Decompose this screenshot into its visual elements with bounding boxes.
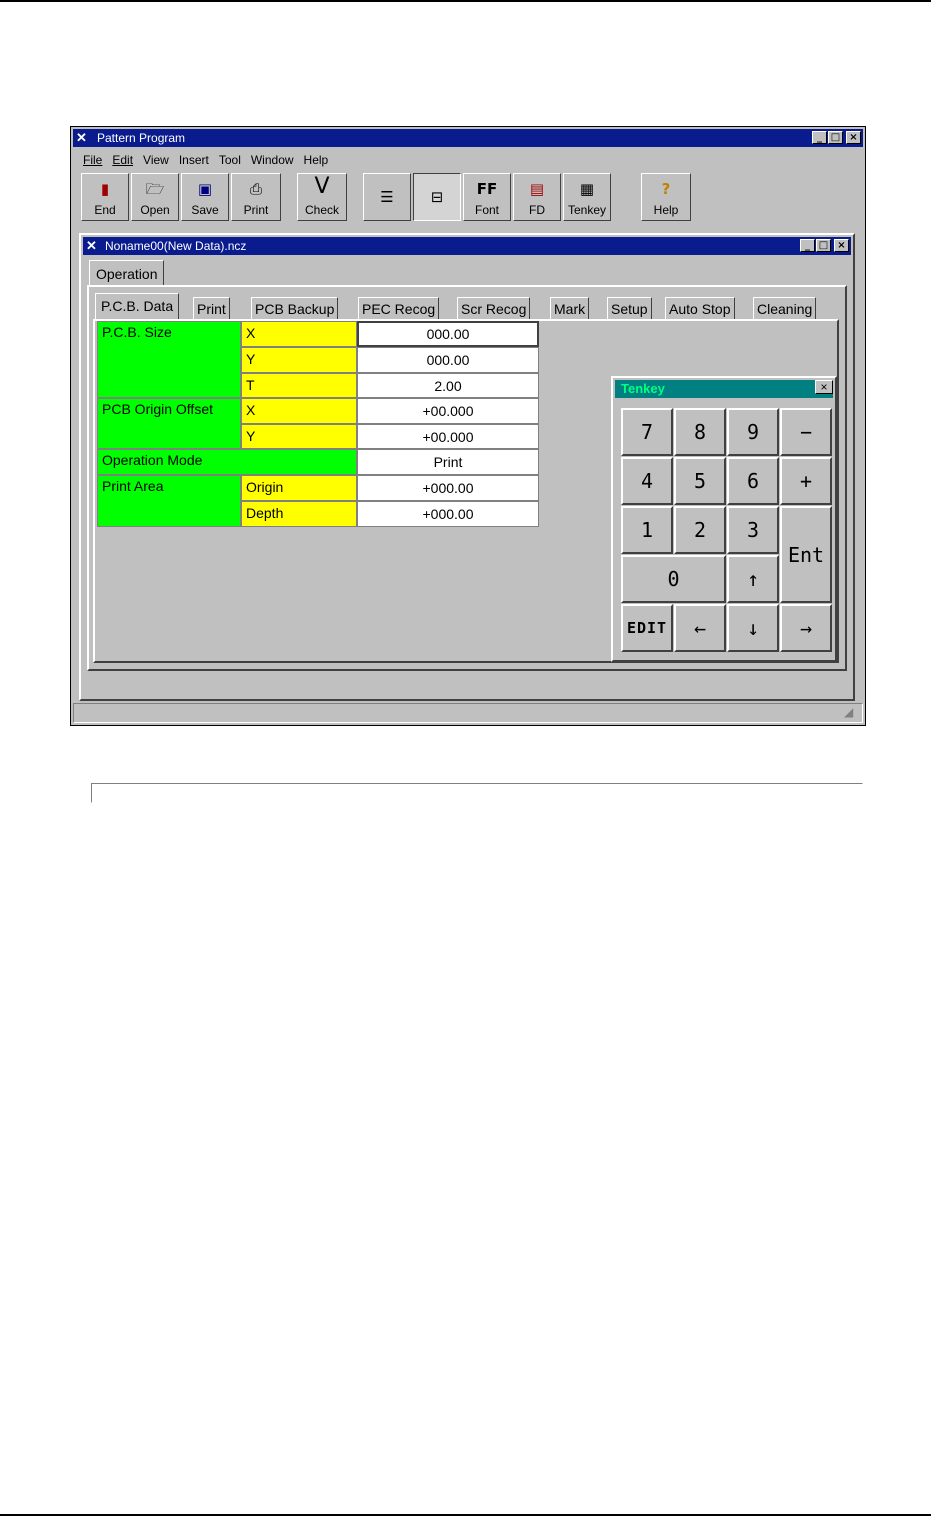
tab-auto-stop[interactable]: Auto Stop xyxy=(665,297,735,319)
label-print-area: Print Area xyxy=(97,475,241,527)
label-offset-y: Y xyxy=(241,424,357,449)
value-area-depth[interactable]: +000.00 xyxy=(357,501,539,527)
floppy-disk-icon: ▣ xyxy=(197,180,213,198)
key-left-arrow[interactable] xyxy=(674,604,726,652)
label-pcb-size: P.C.B. Size xyxy=(97,321,241,398)
document-status-bar xyxy=(91,783,863,803)
label-operation-mode: Operation Mode xyxy=(97,449,357,475)
tenkey-popup xyxy=(611,376,837,662)
help-button[interactable]: ? Help xyxy=(641,173,691,221)
main-status-bar xyxy=(73,703,863,723)
tree-view-button[interactable] xyxy=(363,173,411,221)
tab-cleaning[interactable]: Cleaning xyxy=(753,297,816,319)
key-right-arrow[interactable] xyxy=(780,604,832,652)
document-title-bar[interactable] xyxy=(83,237,851,255)
menu-file[interactable]: File xyxy=(83,153,103,167)
value-size-x[interactable]: 000.00 xyxy=(357,321,539,347)
tab-view-button[interactable] xyxy=(413,173,461,221)
label-size-x: X xyxy=(241,321,357,347)
print-button[interactable]: ⎙ Print xyxy=(231,173,281,221)
key-down-arrow[interactable] xyxy=(727,604,779,652)
main-window-title: Pattern Program xyxy=(97,131,186,145)
key-5[interactable]: 5 xyxy=(674,457,726,505)
menu-window[interactable]: Window xyxy=(250,153,294,167)
key-minus[interactable]: − xyxy=(780,408,832,456)
menu-insert[interactable]: Insert xyxy=(178,153,209,167)
key-6[interactable]: 6 xyxy=(727,457,779,505)
value-area-origin[interactable]: +000.00 xyxy=(357,475,539,501)
pattern-program-window xyxy=(70,126,866,726)
document-title: Noname00(New Data).ncz xyxy=(105,239,247,253)
tab-scr-recog[interactable]: Scr Recog xyxy=(457,297,530,319)
tab-pcb-backup[interactable]: PCB Backup xyxy=(251,297,338,319)
document-maximize-button[interactable]: □ xyxy=(816,239,831,252)
arrow-down-icon: ↓ xyxy=(746,616,760,640)
folder-open-icon: 🗁 xyxy=(145,180,165,198)
value-size-t[interactable]: 2.00 xyxy=(357,373,539,398)
tab-pcb-data[interactable]: P.C.B. Data xyxy=(95,293,179,319)
help-question-icon: ? xyxy=(661,180,671,198)
font-button[interactable]: FF Font xyxy=(463,173,511,221)
floppy-drive-icon: ▤ xyxy=(529,180,545,198)
key-0[interactable]: 0 xyxy=(621,555,726,603)
value-operation-mode[interactable]: Print xyxy=(357,449,539,475)
page-top-rule xyxy=(0,0,931,2)
key-plus[interactable]: + xyxy=(780,457,832,505)
key-up-arrow[interactable] xyxy=(727,555,779,603)
tenkey-button[interactable]: ▦ Tenkey xyxy=(563,173,611,221)
tree-view-icon: ☰ xyxy=(380,188,394,206)
key-1[interactable]: 1 xyxy=(621,506,673,554)
tab-operation[interactable]: Operation xyxy=(89,260,164,286)
document-logo-icon: ✕ xyxy=(86,238,97,253)
close-button[interactable]: × xyxy=(846,131,861,144)
key-3[interactable]: 3 xyxy=(727,506,779,554)
label-pcb-origin-offset: PCB Origin Offset xyxy=(97,398,241,449)
arrow-right-icon: → xyxy=(799,616,813,640)
menu-tool[interactable]: Tool xyxy=(218,153,241,167)
label-size-t: T xyxy=(241,373,357,398)
label-offset-x: X xyxy=(241,398,357,424)
key-9[interactable]: 9 xyxy=(727,408,779,456)
tab-print[interactable]: Print xyxy=(193,297,230,319)
label-area-origin: Origin xyxy=(241,475,357,501)
minimize-button[interactable]: _ xyxy=(812,131,827,144)
tab-mark[interactable]: Mark xyxy=(550,297,589,319)
checkmark-icon: V xyxy=(314,174,330,199)
label-area-depth: Depth xyxy=(241,501,357,527)
value-size-y[interactable]: 000.00 xyxy=(357,347,539,373)
fd-button[interactable]: ▤ FD xyxy=(513,173,561,221)
open-button[interactable]: 🗁 Open xyxy=(131,173,179,221)
tenkey-title-bar[interactable]: Tenkey xyxy=(615,380,833,398)
tab-pec-recog[interactable]: PEC Recog xyxy=(358,297,439,319)
menu-view[interactable]: View xyxy=(143,153,169,167)
exit-door-icon: ▮ xyxy=(100,180,110,198)
app-logo-icon: ✕ xyxy=(76,130,87,145)
page-bottom-rule xyxy=(0,1514,931,1516)
save-button[interactable]: ▣ Save xyxy=(181,173,229,221)
arrow-left-icon: ← xyxy=(693,616,707,640)
tenkey-close-button[interactable]: × xyxy=(815,380,833,394)
value-offset-x[interactable]: +00.000 xyxy=(357,398,539,424)
key-8[interactable]: 8 xyxy=(674,408,726,456)
arrow-up-icon: ↑ xyxy=(746,567,760,591)
key-4[interactable]: 4 xyxy=(621,457,673,505)
font-icon: FF xyxy=(476,180,498,198)
check-button[interactable]: V Check xyxy=(297,173,347,221)
key-enter[interactable]: Ent xyxy=(780,506,832,603)
maximize-button[interactable]: □ xyxy=(828,131,843,144)
main-title-bar[interactable] xyxy=(73,129,863,147)
key-2[interactable]: 2 xyxy=(674,506,726,554)
document-minimize-button[interactable]: _ xyxy=(800,239,815,252)
menu-bar xyxy=(79,151,334,169)
menu-edit[interactable]: Edit xyxy=(112,153,134,167)
document-close-button[interactable]: × xyxy=(834,239,849,252)
menu-help[interactable]: Help xyxy=(303,153,329,167)
value-offset-y[interactable]: +00.000 xyxy=(357,424,539,449)
tab-view-icon: ⊟ xyxy=(430,188,444,206)
key-7[interactable]: 7 xyxy=(621,408,673,456)
resize-grip-icon[interactable]: ◢ xyxy=(844,705,854,719)
tab-setup[interactable]: Setup xyxy=(607,297,652,319)
printer-icon: ⎙ xyxy=(249,180,262,198)
end-button[interactable]: ▮ End xyxy=(81,173,129,221)
key-edit[interactable]: EDIT xyxy=(621,604,673,652)
keypad-icon: ▦ xyxy=(579,180,595,198)
label-size-y: Y xyxy=(241,347,357,373)
